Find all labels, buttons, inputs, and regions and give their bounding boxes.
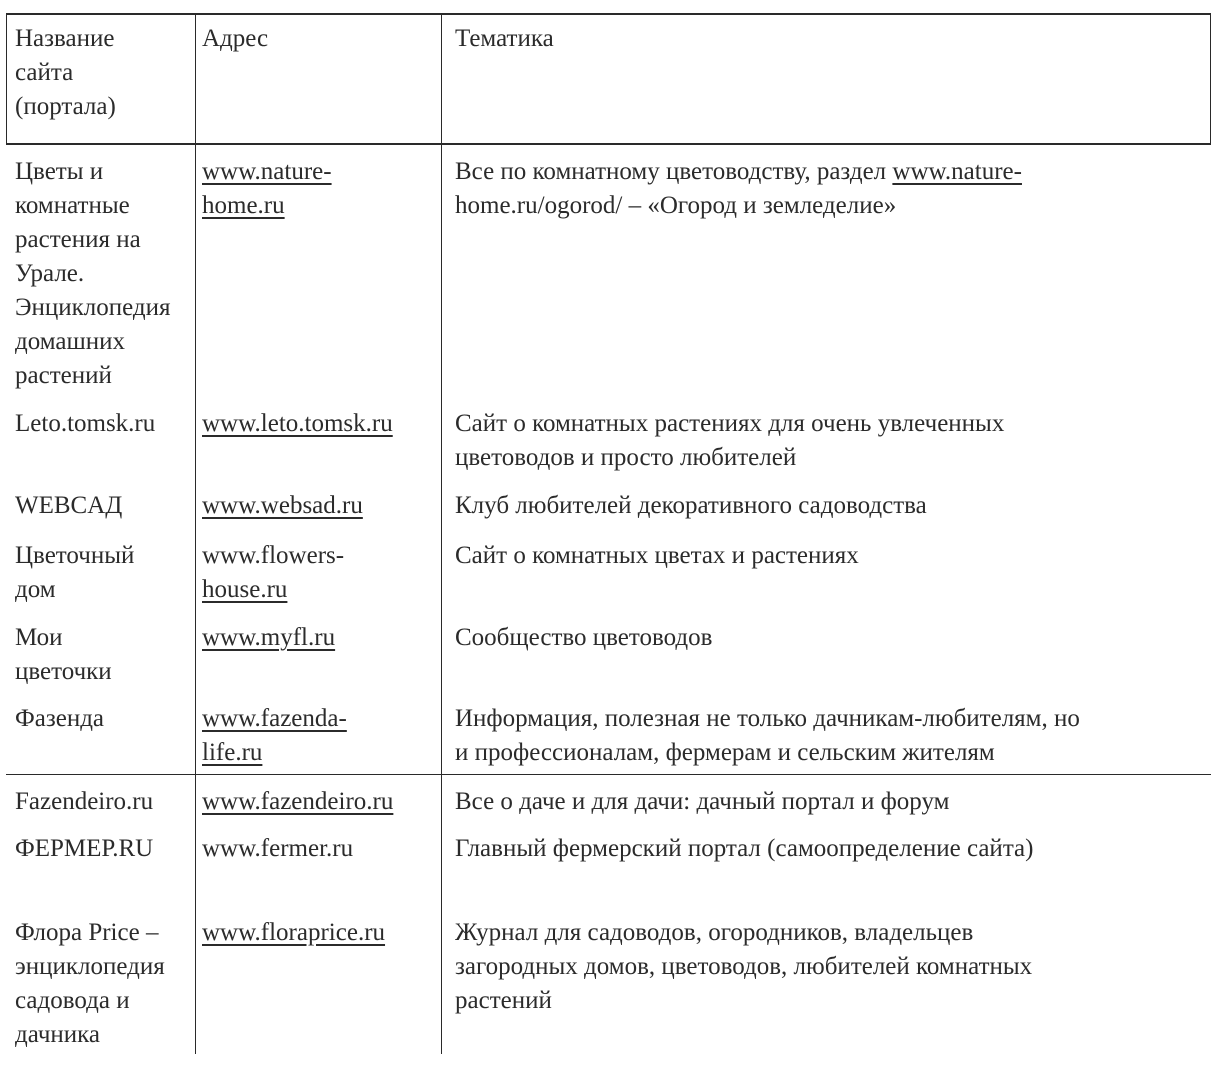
header-right-border <box>1210 14 1211 144</box>
row-topic: Сообщество цветоводов <box>455 624 713 651</box>
column-divider-1 <box>195 14 196 1054</box>
site-link[interactable]: www.nature- home.ru <box>202 158 332 219</box>
row-topic: Клуб любителей декоративного садоводства <box>455 492 927 519</box>
row-divider <box>6 774 1211 775</box>
section-link[interactable]: www.nature- <box>892 158 1022 185</box>
header-name: Название сайта (портала) <box>15 25 116 120</box>
row-name: Цветы и комнатные растения на Урале. Энциклопедия домашних растений <box>15 158 171 389</box>
header-bottom-border <box>6 143 1211 145</box>
site-link[interactable]: www.floraprice.ru <box>202 919 386 946</box>
row-name: Цветочный дом <box>15 542 135 603</box>
header-left-border <box>6 14 7 144</box>
row-topic: Сайт о комнатных растениях для очень увлеченных цветоводов и просто любителей <box>455 410 1005 471</box>
link-part: www.flowers- <box>202 542 345 569</box>
row-topic: Информация, полезная не только дачникам-любителям, но и профессионалам, фермерам и сельским жителям <box>455 705 1080 766</box>
topic-text: home.ru/ogorod/ – «Огород и земледелие» <box>455 192 897 219</box>
row-topic <box>455 155 1207 223</box>
row-name: Leto.tomsk.ru <box>15 410 156 437</box>
site-link[interactable] <box>202 539 438 607</box>
row-topic: Сайт о комнатных цветах и растениях <box>455 542 859 569</box>
row-topic: Главный фермерский портал (самоопределение сайта) <box>455 835 1034 862</box>
site-link[interactable]: www.websad.ru <box>202 492 363 519</box>
header-address: Адрес <box>202 25 269 52</box>
link-part: house.ru <box>202 576 288 603</box>
row-topic: Журнал для садоводов, огородников, владельцев загородных домов, цветоводов, любителей комнатных растений <box>455 919 1033 1014</box>
table-top-border <box>6 13 1211 15</box>
site-link[interactable]: www.leto.tomsk.ru <box>202 410 393 437</box>
row-name: Fazendeiro.ru <box>15 788 154 815</box>
column-divider-2 <box>441 14 442 1054</box>
site-link[interactable]: www.fazenda- life.ru <box>202 705 347 766</box>
header-topic: Тематика <box>455 25 554 52</box>
site-link[interactable]: www.myfl.ru <box>202 624 336 651</box>
row-name: Флора Price – энциклопедия садовода и дачника <box>15 919 165 1048</box>
row-name: Мои цветочки <box>15 624 112 685</box>
row-name: ФЕРМЕР.RU <box>15 835 154 862</box>
site-link[interactable]: www.fermer.ru <box>202 835 354 862</box>
row-name: WEBCAД <box>15 492 123 519</box>
row-topic: Все о даче и для дачи: дачный портал и форум <box>455 788 950 815</box>
site-link[interactable]: www.fazendeiro.ru <box>202 788 394 815</box>
topic-text: Все по комнатному цветоводству, раздел <box>455 158 893 185</box>
row-name: Фазенда <box>15 705 105 732</box>
